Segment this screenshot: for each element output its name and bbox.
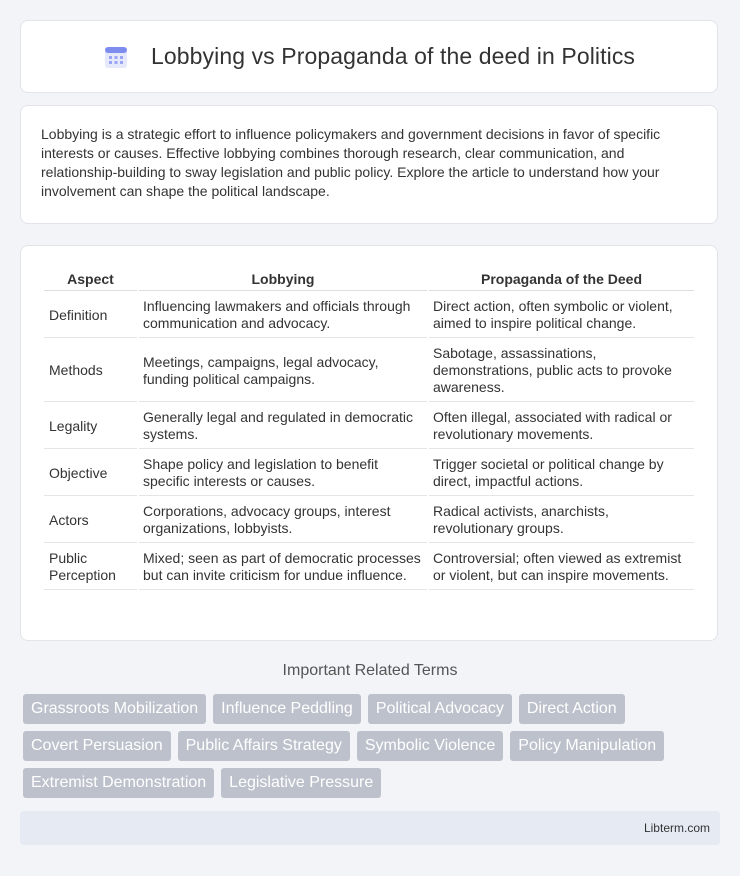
table-cell-prop: Often illegal, associated with radical or revolutionary movements. bbox=[429, 404, 694, 449]
comparison-table bbox=[42, 266, 696, 592]
table-row bbox=[44, 545, 694, 590]
table-cell-lob: Generally legal and regulated in democratic systems. bbox=[139, 404, 427, 449]
comparison-table-card bbox=[20, 245, 718, 641]
intro-text: Lobbying is a strategic effort to influence policymakers and government decisions in favor of specific interests or causes. Effective lobbying combines thorough research, clear communication, and relationship-building to sway legislation and public policy. Explore the article to understand how your involvement can shape the political landscape. bbox=[41, 126, 661, 199]
related-term-tag[interactable]: Grassroots Mobilization bbox=[23, 694, 206, 724]
table-row bbox=[44, 498, 694, 543]
table-cell-lob: Corporations, advocacy groups, interest organizations, lobbyists. bbox=[139, 498, 427, 543]
table-cell-lob: Influencing lawmakers and officials through communication and advocacy. bbox=[139, 293, 427, 338]
footer bbox=[20, 811, 720, 845]
table-row bbox=[44, 293, 694, 338]
related-term-tag[interactable]: Public Affairs Strategy bbox=[178, 731, 350, 761]
related-term-tag[interactable]: Covert Persuasion bbox=[23, 731, 171, 761]
related-term-tag[interactable]: Extremist Demonstration bbox=[23, 768, 214, 798]
related-term-tag[interactable]: Influence Peddling bbox=[213, 694, 361, 724]
intro-card bbox=[20, 105, 718, 224]
header-aspect: Aspect bbox=[44, 268, 137, 291]
table-cell-lob: Shape policy and legislation to benefit specific interests or causes. bbox=[139, 451, 427, 496]
header-lobbying: Lobbying bbox=[139, 268, 427, 291]
table-cell-lob: Mixed; seen as part of democratic processes but can invite criticism for undue influence. bbox=[139, 545, 427, 590]
related-term-tag[interactable]: Direct Action bbox=[519, 694, 625, 724]
table-cell-aspect: Definition bbox=[44, 293, 137, 338]
table-row bbox=[44, 340, 694, 402]
header-propaganda: Propaganda of the Deed bbox=[429, 268, 694, 291]
related-term-tag[interactable]: Political Advocacy bbox=[368, 694, 512, 724]
table-cell-prop: Controversial; often viewed as extremist or violent, but can inspire movements. bbox=[429, 545, 694, 590]
table-row bbox=[44, 404, 694, 449]
table-cell-aspect: Actors bbox=[44, 498, 137, 543]
related-terms-title: Important Related Terms bbox=[282, 662, 458, 679]
header-card bbox=[20, 20, 718, 93]
table-cell-prop: Sabotage, assassinations, demonstrations, public acts to provoke awareness. bbox=[429, 340, 694, 402]
calendar-icon bbox=[103, 44, 129, 70]
table-cell-prop: Radical activists, anarchists, revolutionary groups. bbox=[429, 498, 694, 543]
related-terms-list bbox=[23, 694, 723, 798]
table-cell-lob: Meetings, campaigns, legal advocacy, funding political campaigns. bbox=[139, 340, 427, 402]
related-term-tag[interactable]: Policy Manipulation bbox=[510, 731, 664, 761]
footer-brand: Libterm.com bbox=[643, 821, 710, 835]
table-cell-aspect: Legality bbox=[44, 404, 137, 449]
table-cell-prop: Direct action, often symbolic or violent, aimed to inspire political change. bbox=[429, 293, 694, 338]
table-cell-prop: Trigger societal or political change by direct, impactful actions. bbox=[429, 451, 694, 496]
table-row bbox=[44, 451, 694, 496]
page-title: Lobbying vs Propaganda of the deed in Politics bbox=[150, 43, 636, 69]
table-cell-aspect: Objective bbox=[44, 451, 137, 496]
related-term-tag[interactable]: Symbolic Violence bbox=[357, 731, 503, 761]
table-cell-aspect: Methods bbox=[44, 340, 137, 402]
table-header-row bbox=[44, 268, 694, 291]
table-cell-aspect: Public Perception bbox=[44, 545, 137, 590]
related-term-tag[interactable]: Legislative Pressure bbox=[221, 768, 381, 798]
